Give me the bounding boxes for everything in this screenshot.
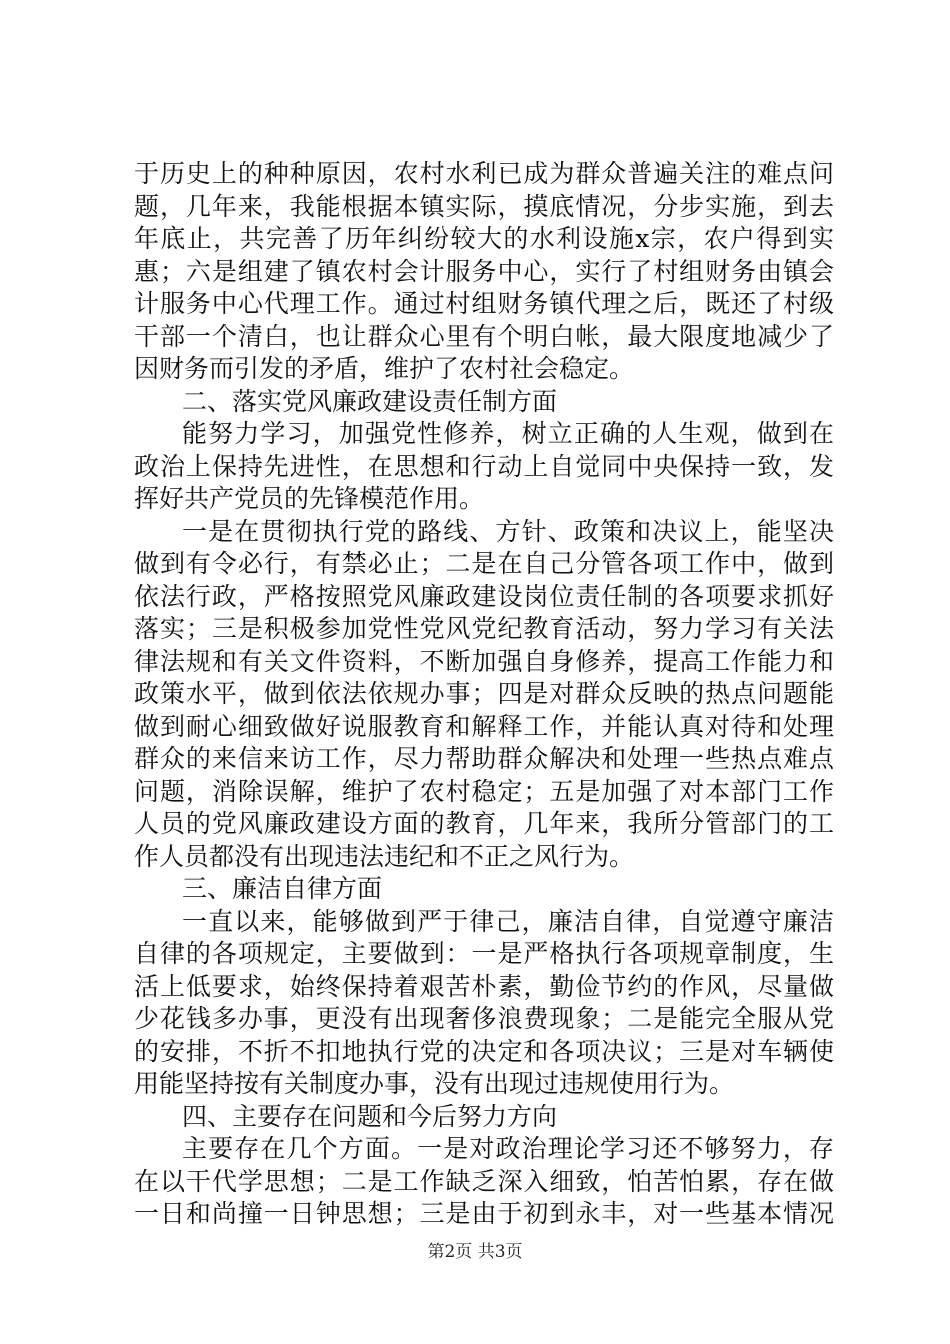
body-line: 挥好共产党员的先锋模范作用。 (134, 484, 485, 513)
body-line: 少花钱多办事，更没有出现奢侈浪费现象；二是能完全服从党 (134, 1004, 834, 1033)
body-line: 年底止，共完善了历年纠纷较大的水利设施x宗，农户得到实 (134, 224, 834, 253)
body-line: 人员的党风廉政建设方面的教育，几年来，我所分管部门的工 (134, 809, 834, 838)
body-line: 一是在贯彻执行党的路线、方针、政策和决议上，能坚决 (182, 516, 834, 546)
section-heading: 二、落实党风廉政建设责任制方面 (182, 386, 558, 416)
body-line: 一直以来，能够做到严于律己，廉洁自律，自觉遵守廉洁 (182, 906, 834, 936)
body-line: 落实；三是积极参加党性党风党纪教育活动，努力学习有关法 (134, 614, 834, 643)
body-line: 主要存在几个方面。一是对政治理论学习还不够努力，存 (182, 1134, 834, 1163)
body-line: 政策水平，做到依法依规办事；四是对群众反映的热点问题能 (134, 679, 834, 708)
body-line: 的安排，不折不扣地执行党的决定和各项决议；三是对车辆使 (134, 1036, 834, 1066)
body-line: 问题，消除误解，维护了农村稳定；五是加强了对本部门工作 (134, 776, 834, 806)
body-line: 题，几年来，我能根据本镇实际，摸底情况，分步实施，到去 (134, 191, 834, 221)
body-line: 自律的各项规定，主要做到：一是严格执行各项规章制度，生 (134, 939, 834, 968)
page-number-footer: 第2页 共3页 (427, 1242, 523, 1262)
body-line: 律法规和有关文件资料，不断加强自身修养，提高工作能力和 (134, 646, 834, 676)
body-line: 做到有令必行，有禁必止；二是在自己分管各项工作中，做到 (134, 549, 834, 578)
body-line: 群众的来信来访工作，尽力帮助群众解决和处理一些热点难点 (134, 744, 834, 773)
body-line: 在以干代学思想；二是工作缺乏深入细致，怕苦怕累，存在做 (134, 1166, 834, 1196)
body-line: 活上低要求，始终保持着艰苦朴素，勤俭节约的作风，尽量做 (134, 971, 834, 1001)
body-line: 做到耐心细致做好说服教育和解释工作，并能认真对待和处理 (134, 711, 834, 741)
body-line: 惠；六是组建了镇农村会计服务中心，实行了村组财务由镇会 (134, 256, 834, 286)
body-line: 因财务而引发的矛盾，维护了农村社会稳定。 (134, 354, 635, 383)
body-line: 能努力学习，加强党性修养，树立正确的人生观，做到在 (182, 419, 834, 448)
body-line: 干部一个清白，也让群众心里有个明白帐，最大限度地减少了 (134, 321, 834, 351)
body-line: 一日和尚撞一日钟思想；三是由于初到永丰，对一些基本情况 (134, 1199, 834, 1228)
body-line: 计服务中心代理工作。通过村组财务镇代理之后，既还了村级 (134, 289, 834, 318)
body-line: 用能坚持按有关制度办事，没有出现过违规使用行为。 (134, 1069, 735, 1098)
section-heading: 四、主要存在问题和今后努力方向 (182, 1101, 558, 1131)
section-heading: 三、廉洁自律方面 (182, 874, 383, 903)
body-line: 于历史上的种种原因，农村水利已成为群众普遍关注的难点问 (134, 159, 834, 188)
body-line: 依法行政，严格按照党风廉政建设岗位责任制的各项要求抓好 (134, 581, 834, 611)
body-line: 作人员都没有出现违法违纪和不正之风行为。 (134, 841, 635, 871)
body-line: 政治上保持先进性，在思想和行动上自觉同中央保持一致，发 (134, 451, 834, 481)
